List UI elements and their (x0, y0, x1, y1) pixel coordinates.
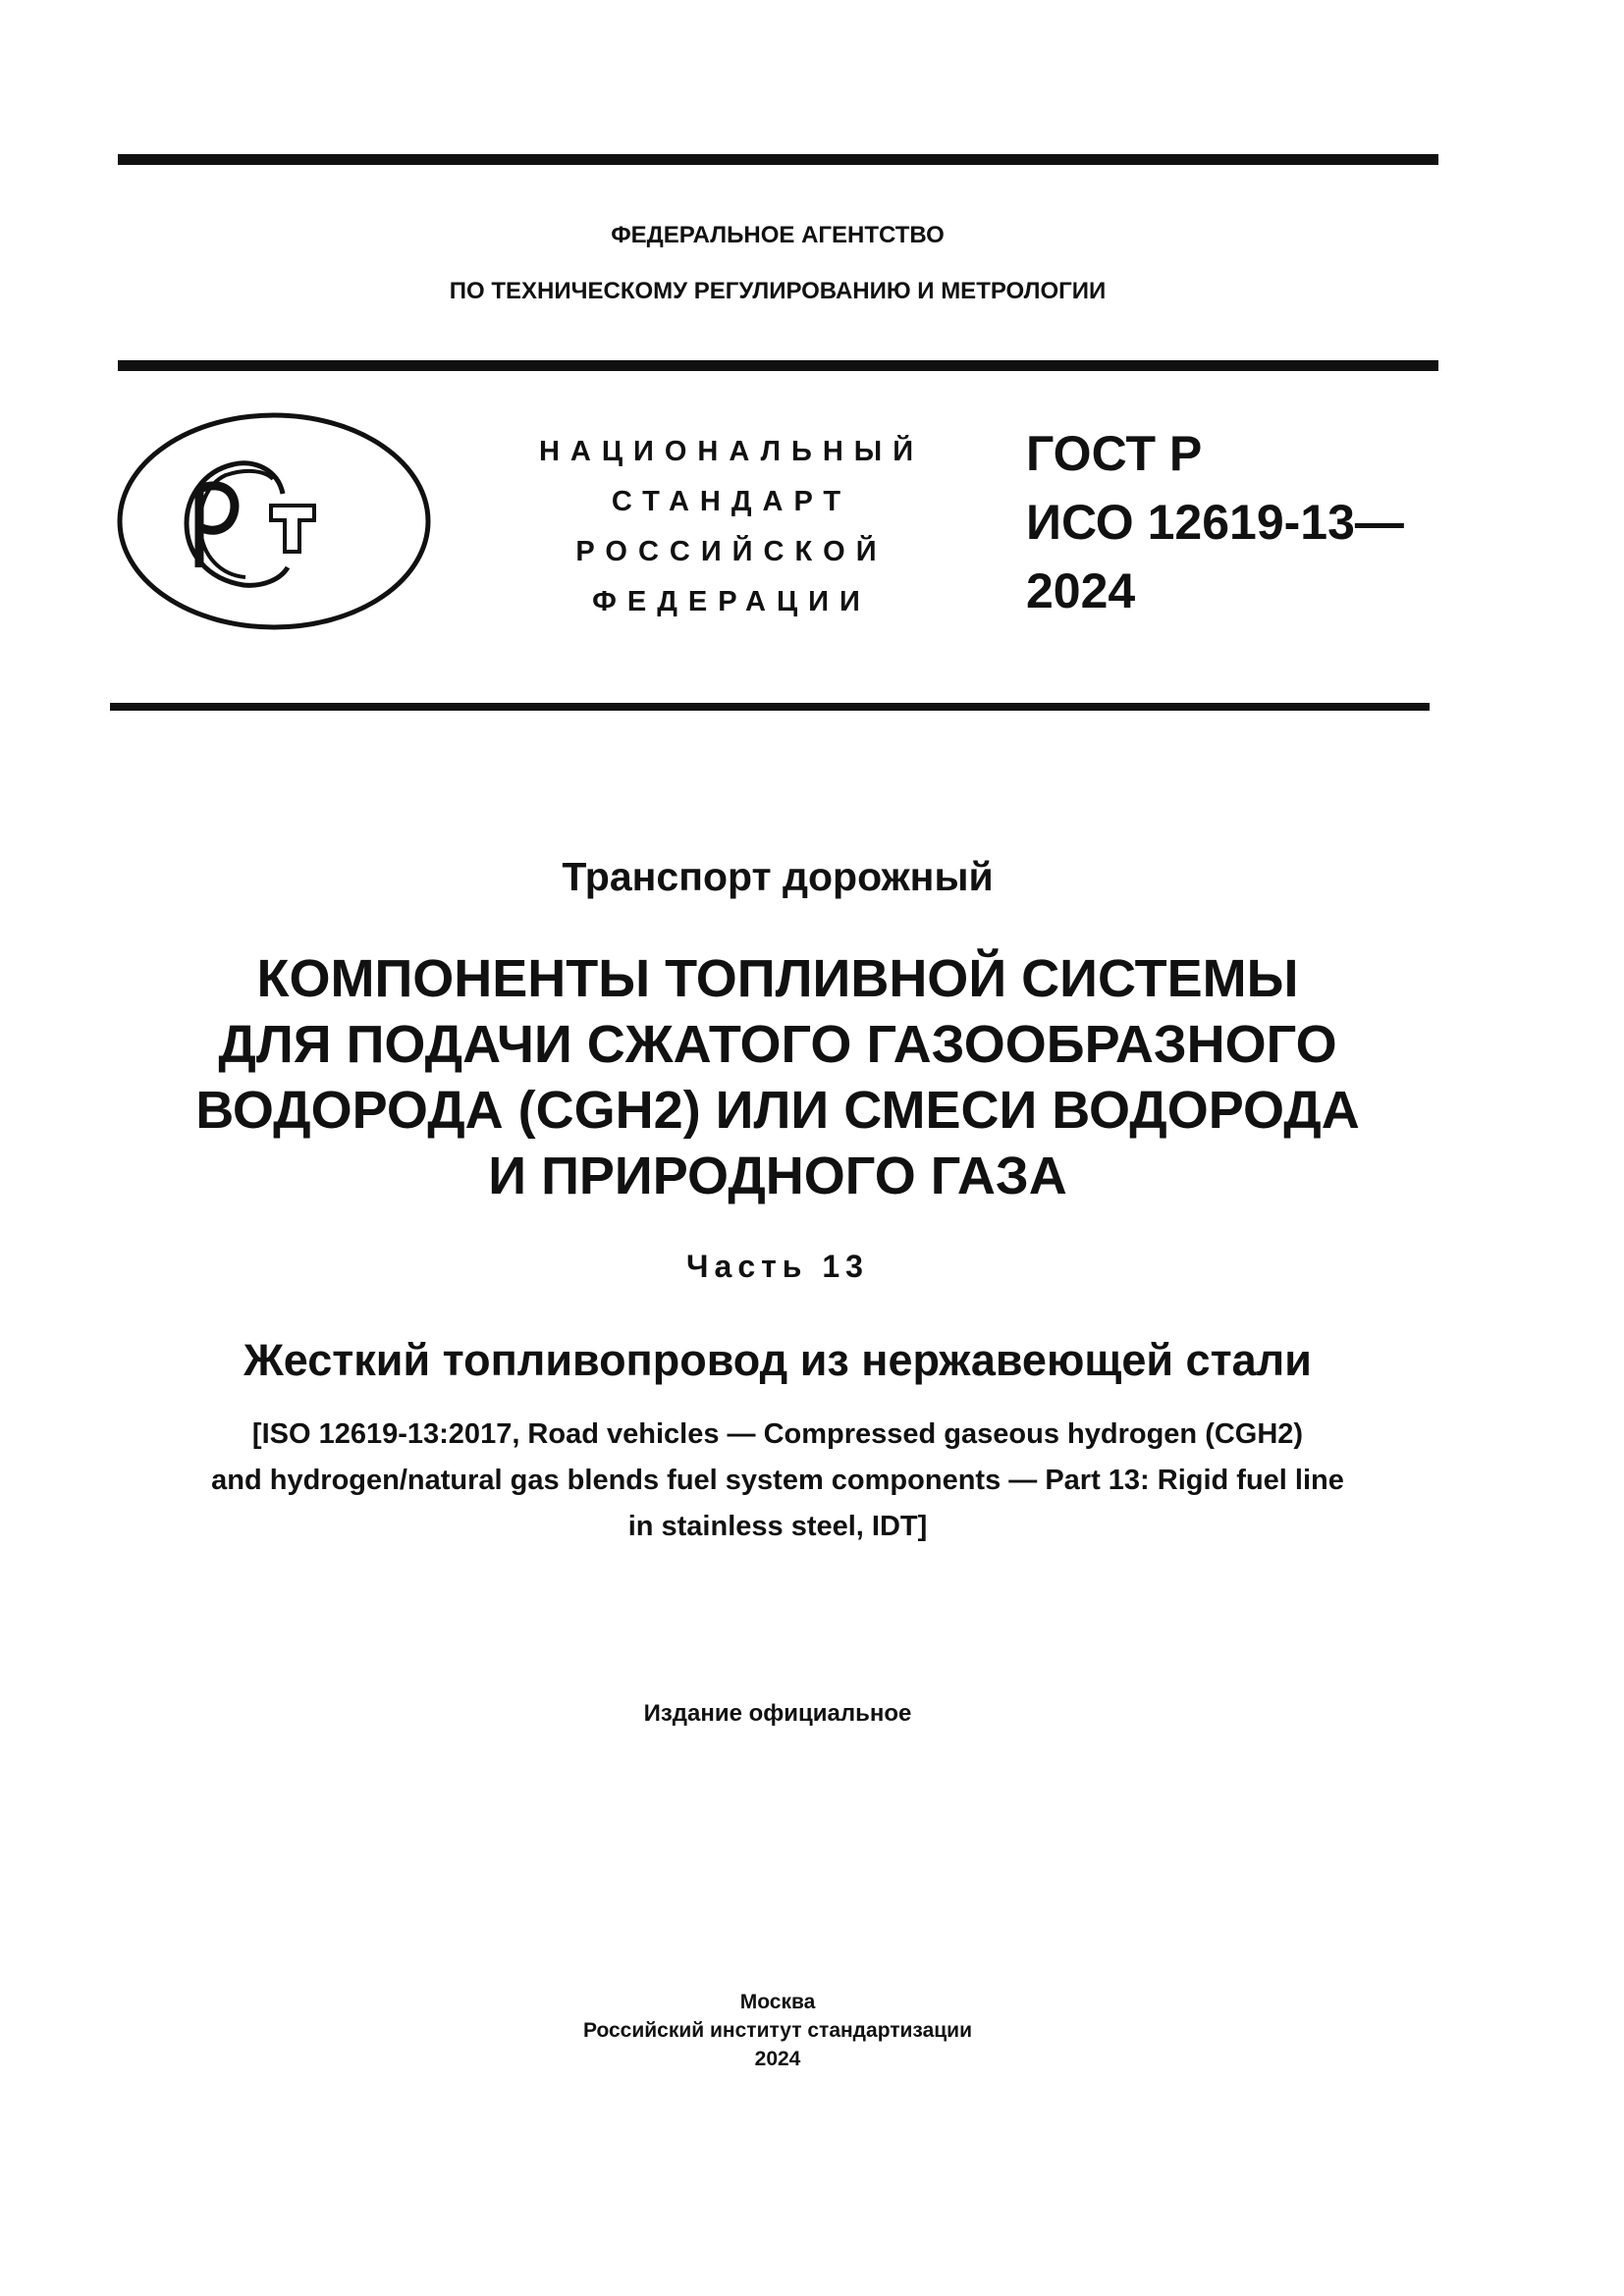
header-rule (118, 360, 1438, 371)
iso-reference (98, 1412, 1457, 1550)
designation-line-1: ГОСТ Р (1026, 426, 1203, 481)
edition: Издание официальное (643, 1700, 912, 1727)
iso-reference-line: [ISO 12619-13:2017, Road vehicles — Compressed gaseous hydrogen (CGH2) (251, 1418, 1304, 1450)
agency-line-2: ПО ТЕХНИЧЕСКОМУ РЕГУЛИРОВАНИЮ И МЕТРОЛОГИИ (449, 278, 1107, 304)
document-title (0, 946, 1555, 1209)
designation-line-2: ИСО 12619-13— (1026, 495, 1404, 550)
national-standard-line-4: ФЕДЕРАЦИИ (592, 586, 871, 617)
national-standard-line-2: СТАНДАРТ (611, 486, 852, 517)
iso-reference-line: in stainless steel, IDT] (627, 1511, 928, 1542)
national-standard-line-3: РОССИЙСКОЙ (575, 536, 888, 567)
part-label: Часть 13 (686, 1249, 869, 1284)
title-line: ДЛЯ ПОДАЧИ СЖАТОГО ГАЗООБРАЗНОГО (218, 1015, 1337, 1074)
top-rule (118, 154, 1438, 165)
national-standard-line-1: НАЦИОНАЛЬНЫЙ (538, 436, 925, 467)
designation (1026, 419, 1404, 625)
title-line: ВОДОРОДА (CGH2) ИЛИ СМЕСИ ВОДОРОДА (195, 1081, 1360, 1140)
imprint-year: 2024 (754, 2048, 801, 2070)
title-line: И ПРИРОДНОГО ГАЗА (488, 1147, 1067, 1205)
part-title: Жесткий топливопровод из нержавеющей стали (244, 1335, 1312, 1385)
imprint-city: Москва (739, 1991, 816, 2013)
rst-logo-icon (116, 410, 432, 632)
title-line: КОМПОНЕНТЫ ТОПЛИВНОЙ СИСТЕМЫ (256, 949, 1299, 1008)
iso-reference-line: and hydrogen/natural gas blends fuel system components — Part 13: Rigid fuel line (211, 1465, 1344, 1496)
subject: Транспорт дорожный (562, 854, 994, 899)
imprint (0, 1988, 1555, 2073)
designation-line-3: 2024 (1026, 563, 1136, 618)
bottom-header-rule (110, 703, 1430, 711)
imprint-publisher: Российский институт стандартизации (582, 2019, 973, 2042)
agency-line-1: ФЕДЕРАЛЬНОЕ АГЕНТСТВО (611, 222, 945, 248)
